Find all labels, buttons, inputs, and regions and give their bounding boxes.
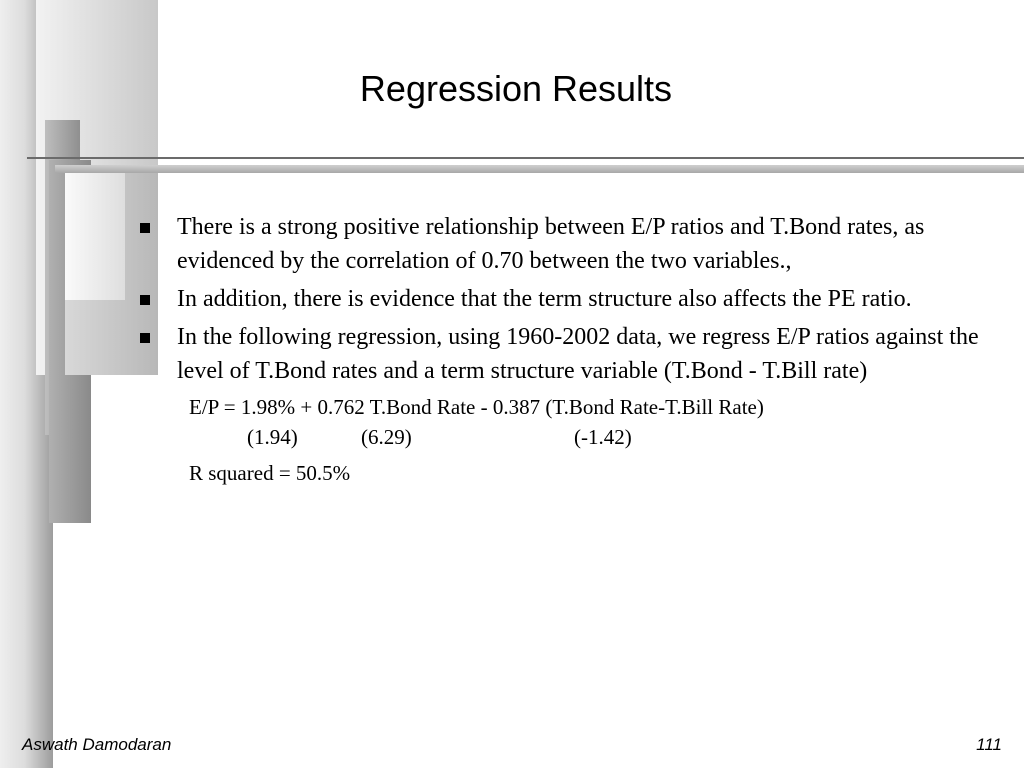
bullet-item — [137, 320, 997, 388]
t-stat-tbond: (6.29) — [361, 425, 412, 449]
page-number: 111 — [976, 735, 1002, 754]
slide-body — [137, 210, 997, 488]
footer-author: Aswath Damodaran — [22, 735, 172, 754]
title-divider — [27, 157, 1024, 159]
regression-equation: E/P = 1.98% + 0.762 T.Bond Rate - 0.387 (T.Bond Rate-T.Bill Rate) — [189, 395, 764, 419]
square-bullet-icon — [140, 295, 150, 305]
bullet-item — [137, 210, 997, 278]
title-divider-shadow — [55, 165, 1024, 173]
square-bullet-icon — [140, 333, 150, 343]
t-stat-intercept: (1.94) — [247, 425, 298, 449]
bullet-text: In addition, there is evidence that the term structure also affects the PE ratio. — [177, 286, 912, 312]
r-squared: R squared = 50.5% — [189, 461, 351, 485]
square-bullet-icon — [140, 223, 150, 233]
slide-title: Regression Results — [359, 68, 673, 109]
decorative-bar — [65, 172, 125, 300]
t-stat-term-structure: (-1.42) — [574, 425, 632, 449]
regression-t-stats — [189, 422, 997, 452]
bullet-item — [137, 282, 997, 316]
bullet-text: There is a strong positive relationship between E/P ratios and T.Bond rates, as evidenced by the correlation of 0.70 between the two variables., — [177, 214, 925, 274]
bullet-text: In the following regression, using 1960-2002 data, we regress E/P ratios against the level of T.Bond rates and a term structure variable (T.Bond - T.Bill rate) — [177, 324, 979, 384]
